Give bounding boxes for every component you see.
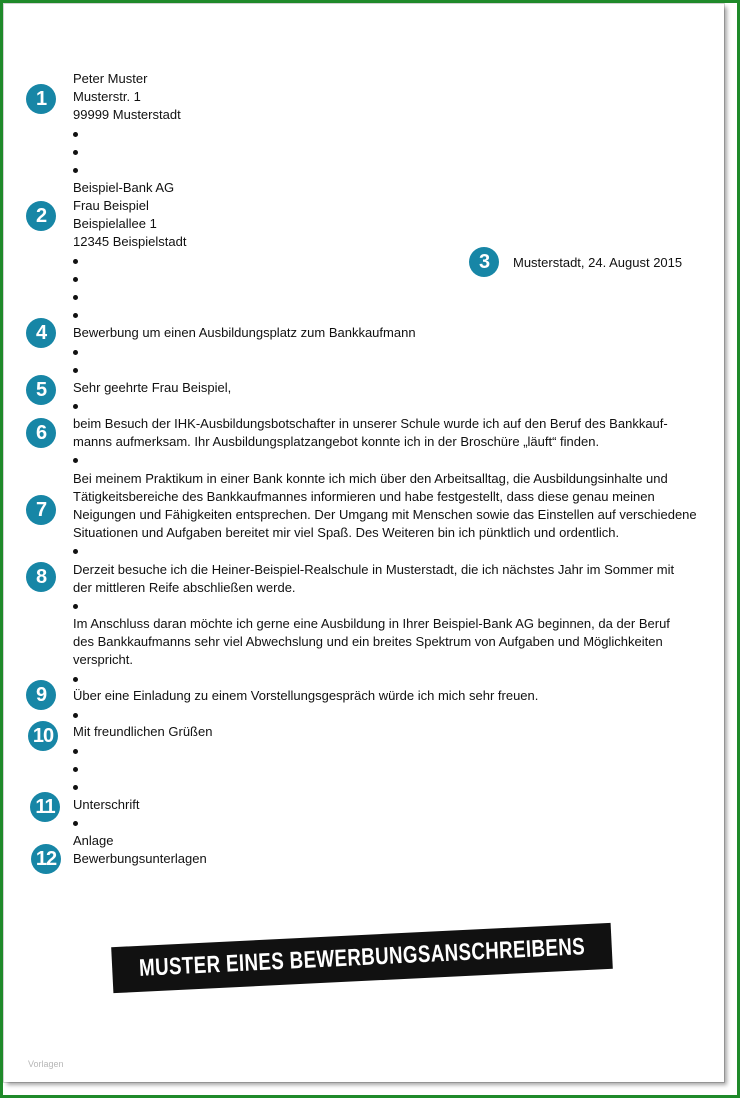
marker-1: 1 (26, 84, 56, 114)
subject-line: Bewerbung um einen Ausbildungsplatz zum Bankkaufmann (73, 325, 416, 340)
marker-6: 6 (26, 418, 56, 448)
attachment-item: Bewerbungsunterlagen (73, 851, 207, 866)
spacer-dot (73, 549, 78, 554)
marker-12: 12 (31, 844, 61, 874)
sender-city: 99999 Musterstadt (73, 107, 181, 122)
spacer-dot (73, 277, 78, 282)
marker-7: 7 (26, 495, 56, 525)
letter-page (4, 4, 724, 1082)
salutation: Sehr geehrte Frau Beispiel, (73, 380, 232, 395)
spacer-dot (73, 604, 78, 609)
recipient-street: Beispielallee 1 (73, 216, 157, 231)
spacer-dot (73, 749, 78, 754)
spacer-dot (73, 295, 78, 300)
paragraph-7-line: Neigungen und Fähigkeiten entsprechen. Der Umgang mit Menschen sowie das Einstellen auf verschiedene (73, 507, 697, 522)
closing: Mit freundlichen Grüßen (73, 724, 213, 739)
signature: Unterschrift (73, 797, 140, 812)
recipient-city: 12345 Beispielstadt (73, 234, 187, 249)
paragraph-6-line: beim Besuch der IHK-Ausbildungsbotschafter in unserer Schule wurde ich auf den Beruf des Bankkauf- (73, 416, 668, 431)
paragraph-9: Über eine Einladung zu einem Vorstellungsgespräch würde ich mich sehr freuen. (73, 688, 539, 703)
spacer-dot (73, 350, 78, 355)
paragraph-6-line: manns aufmerksam. Ihr Ausbildungsplatzangebot konnte ich in der Broschüre „läuft“ finden. (73, 434, 600, 449)
spacer-dot (73, 713, 78, 718)
spacer-dot (73, 767, 78, 772)
paragraph-7-line: Bei meinem Praktikum in einer Bank konnte ich mich über den Arbeitsalltag, die Ausbildungsinhalte und (73, 471, 668, 486)
spacer-dot (73, 313, 78, 318)
spacer-dot (73, 821, 78, 826)
banner-text: MUSTER EINES BEWERBUNGSANSCHREIBENS (138, 933, 586, 982)
recipient-person: Frau Beispiel (73, 198, 149, 213)
paragraph-7-line: Situationen und Aufgaben bereitet mir viel Spaß. Des Weiteren bin ich pünktlich und ordentlich. (73, 525, 620, 540)
paragraph-7-line: Tätigkeitsbereiche des Bankkaufmannes informieren und habe festgestellt, dass diese genau meinen (73, 489, 655, 504)
marker-2: 2 (26, 201, 56, 231)
marker-11: 11 (30, 792, 60, 822)
marker-8: 8 (26, 562, 56, 592)
spacer-dot (73, 259, 78, 264)
paragraph-8b-line: des Bankkaufmanns sehr viel Abwechslung und ein breites Spektrum von Aufgaben und Möglichkeiten (73, 634, 663, 649)
paragraph-8-line: der mittleren Reife abschließen werde. (73, 580, 296, 595)
marker-9: 9 (26, 680, 56, 710)
marker-5: 5 (26, 375, 56, 405)
spacer-dot (73, 368, 78, 373)
spacer-dot (73, 404, 78, 409)
attachment-label: Anlage (73, 833, 114, 848)
spacer-dot (73, 785, 78, 790)
letter-date: Musterstadt, 24. August 2015 (513, 255, 683, 270)
paragraph-8b-line: verspricht. (73, 652, 133, 667)
marker-10: 10 (28, 721, 58, 751)
spacer-dot (73, 132, 78, 137)
sender-street: Musterstr. 1 (73, 89, 141, 104)
sender-name: Peter Muster (73, 71, 148, 86)
footer-watermark: Vorlagen (28, 1059, 64, 1069)
paragraph-8-line: Derzeit besuche ich die Heiner-Beispiel-Realschule in Musterstadt, die ich nächstes Jahr im Sommer mit (73, 562, 675, 577)
recipient-company: Beispiel-Bank AG (73, 180, 175, 195)
marker-3: 3 (469, 247, 499, 277)
marker-4: 4 (26, 318, 56, 348)
paragraph-8b-line: Im Anschluss daran möchte ich gerne eine Ausbildung in Ihrer Beispiel-Bank AG beginnen, da der Beruf (73, 616, 670, 631)
spacer-dot (73, 458, 78, 463)
spacer-dot (73, 150, 78, 155)
spacer-dot (73, 677, 78, 682)
spacer-dot (73, 168, 78, 173)
